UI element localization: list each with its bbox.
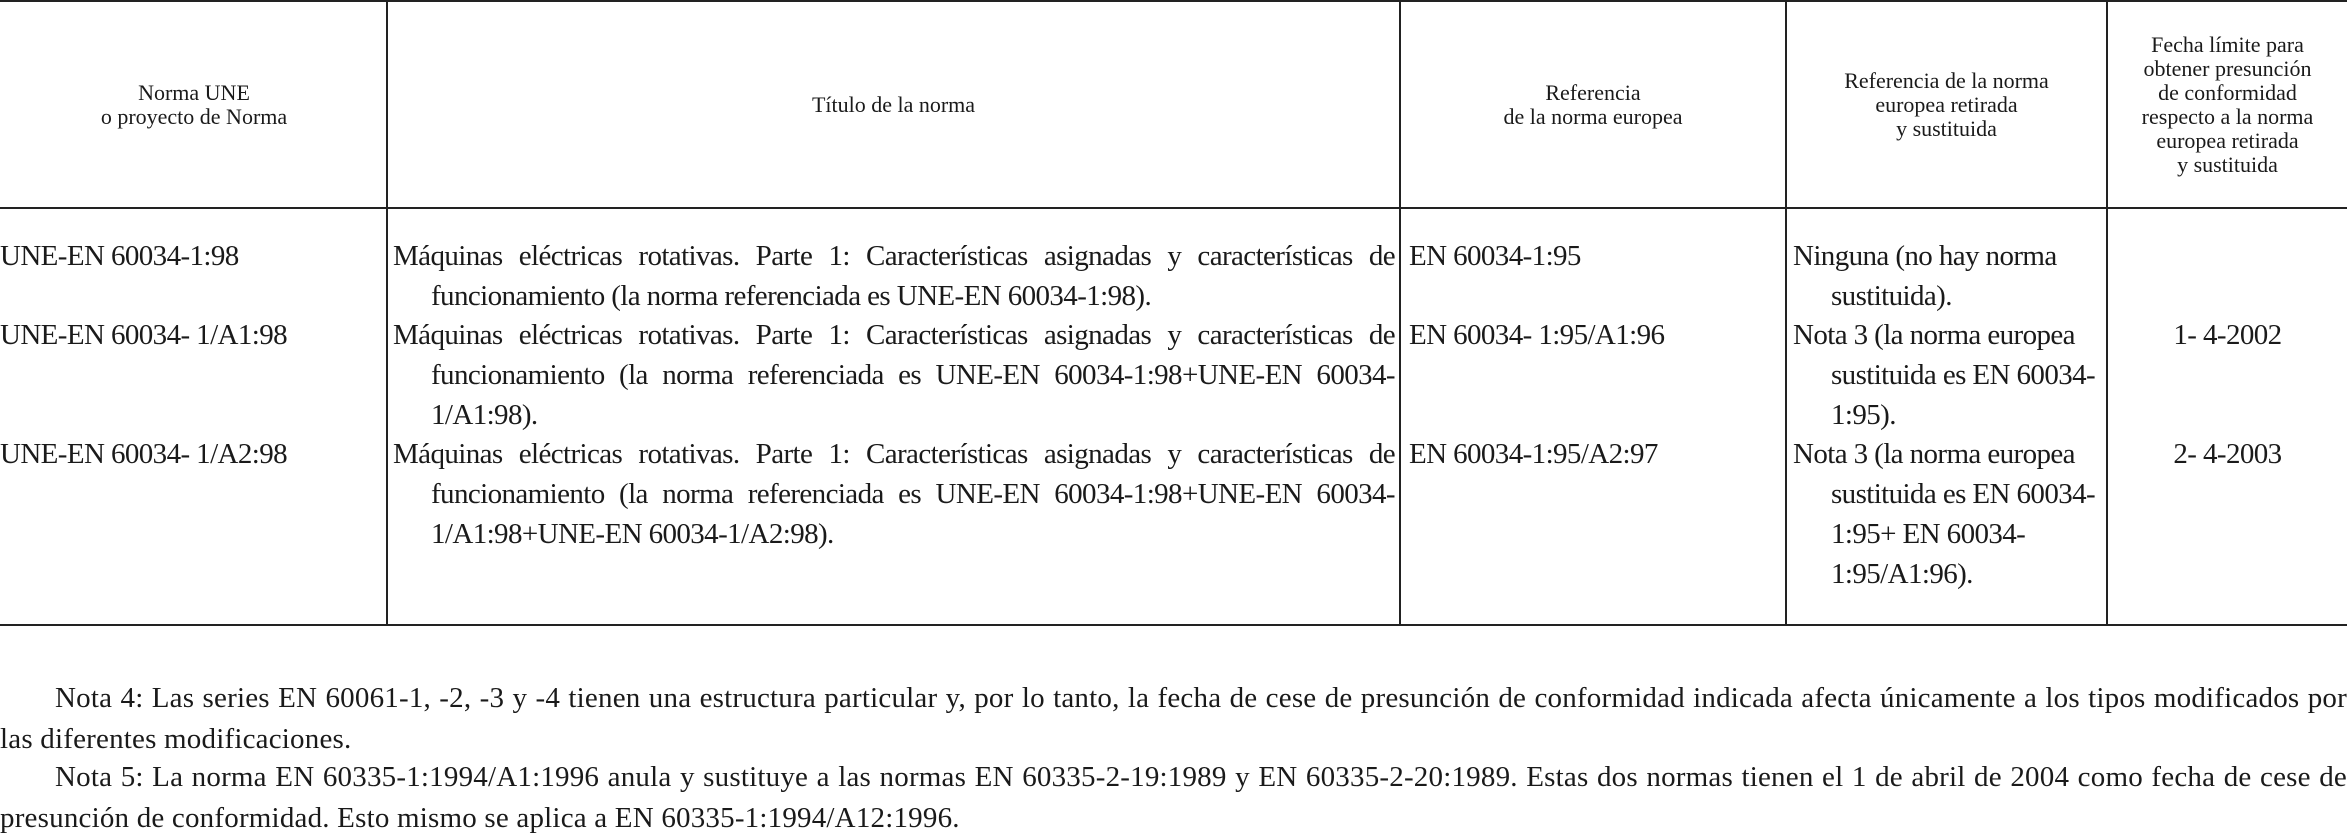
- row3-une: UNE-EN 60034- 1/A2:98: [0, 438, 288, 470]
- header-divider: [0, 207, 2347, 209]
- row3-withdrawn: Nota 3 (la norma europea sustituida es EN 60034-1:95+ EN 60034-1:95/A1:96).: [1793, 438, 2096, 590]
- note-5: Nota 5: La norma EN 60335-1:1994/A1:1996 anula y sustituye a las normas EN 60335-2-19:1989 y EN 60335-2-20:1989. Estas dos normas tienen el 1 de abril de 2004 como fecha de cese de presunción de conformidad. Esto mismo se aplica a EN 60335-1:1994/A12:1996.: [0, 761, 2347, 834]
- header-une-text: Norma UNE o proyecto de Norma: [100, 79, 288, 129]
- row2-date: 1- 4-2002: [2173, 319, 2282, 351]
- row2-withdrawn: Nota 3 (la norma europea sustituida es EN 60034-1:95).: [1793, 319, 2096, 431]
- header-deadline: [2108, 2, 2347, 207]
- header-withdrawn-reference: [1787, 2, 2106, 207]
- header-withdrawn-reference-text: Referencia de la norma europea retirada y sustituida: [1844, 67, 2049, 141]
- row3-title: Máquinas eléctricas rotativas. Parte 1: Características asignadas y características de funcionamiento (la norma referenciada es UNE-EN 60034-1:98+UNE-EN 60034-1/A1:98+UNE-EN 60034-1/A2:98).: [393, 438, 1395, 550]
- note-4: Nota 4: Las series EN 60061-1, -2, -3 y -4 tienen una estructura particular y, por lo tanto, la fecha de cese de presunción de conformidad indicada afecta únicamente a los tipos modificados por las diferentes modificaciones.: [0, 682, 2347, 755]
- row2-une: UNE-EN 60034- 1/A1:98: [0, 319, 288, 351]
- header-une: [0, 2, 388, 207]
- row1-une: UNE-EN 60034-1:98: [0, 240, 239, 272]
- row1-title: Máquinas eléctricas rotativas. Parte 1: Características asignadas y características de funcionamiento (la norma referenciada es UNE-EN 60034-1:98).: [393, 240, 1395, 312]
- header-title-text: Título de la norma: [811, 91, 976, 117]
- row3-date: 2- 4-2003: [2173, 438, 2282, 470]
- header-deadline-text: Fecha límite para obtener presunción de conformidad respecto a la norma europea retirada y sustituida: [2141, 31, 2314, 177]
- row1-en-reference: EN 60034-1:95: [1409, 240, 1581, 272]
- row2-title: Máquinas eléctricas rotativas. Parte 1: Características asignadas y características de funcionamiento (la norma referenciada es UNE-EN 60034-1:98+UNE-EN 60034-1/A1:98).: [393, 319, 1395, 431]
- header-en-reference: [1401, 2, 1785, 207]
- header-en-reference-text: Referencia de la norma europea: [1503, 79, 1683, 129]
- row3-en-reference: EN 60034-1:95/A2:97: [1409, 438, 1658, 470]
- header-title: [388, 2, 1399, 207]
- row2-en-reference: EN 60034- 1:95/A1:96: [1409, 319, 1665, 351]
- row1-withdrawn: Ninguna (no hay norma sustituida).: [1793, 240, 2057, 312]
